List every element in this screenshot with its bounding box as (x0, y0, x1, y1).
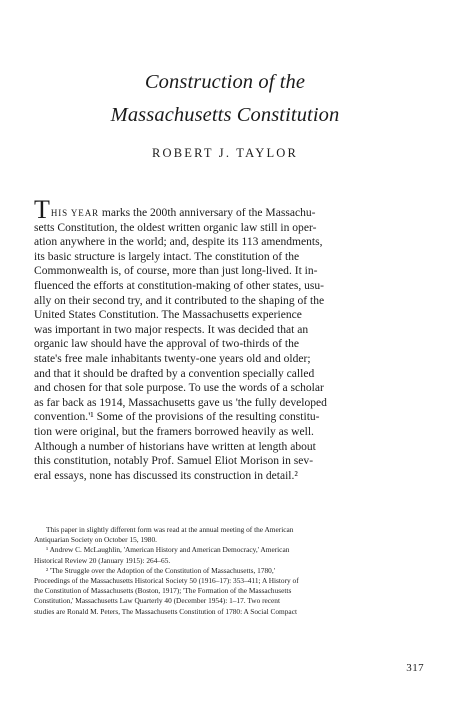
footnote-line: Constitution,' Massachusetts Law Quarterly 40 (December 1954): 1–17. Two recent (34, 596, 281, 606)
body-line: fluenced the efforts at constitution-making of other states, usu- (34, 279, 324, 292)
footnote-line: ² 'The Struggle over the Adoption of the Constitution of Massachusetts, 1780,' (46, 565, 276, 575)
page-number: 317 (406, 662, 424, 674)
footnote-line: ¹ Andrew C. McLaughlin, 'American History and American Democracy,' American (46, 545, 290, 555)
body-line: was important in two major respects. It was decided that an (34, 323, 309, 336)
body-line: United States Constitution. The Massachusetts experience (34, 309, 302, 322)
body-line: convention.'¹ Some of the provisions of the resulting constitu- (34, 411, 320, 424)
body-line (34, 195, 424, 224)
article-body (34, 195, 424, 483)
body-line: and that it should be drafted by a convention specially called (34, 367, 315, 380)
body-line: tion were original, but the framers borrowed heavily as well. (34, 425, 314, 438)
footnote-line: the Constitution of Massachusetts (Boston, 1917); 'The Formation of the Massachusetts (34, 586, 292, 596)
body-line: ation anywhere in the world; and, despite its 113 amendments, (34, 236, 323, 249)
body-line: state's free male inhabitants twenty-one years old and older; (34, 352, 311, 365)
footnotes (34, 525, 426, 617)
footnote-line: Proceedings of the Massachusetts Historical Society 50 (1916–17): 353–411; A History of (34, 576, 299, 586)
drop-cap: T (34, 195, 50, 224)
body-line: and chosen for that sole purpose. To use the words of a scholar (34, 382, 324, 395)
body-line: eral essays, none has discussed its construction in detail.² (34, 469, 298, 482)
article-title-line-1: Construction of the (144, 71, 306, 93)
article-author: ROBERT J. TAYLOR (151, 146, 299, 160)
body-line: Although a number of historians have written at length about (34, 440, 316, 453)
body-line: this constitution, notably Prof. Samuel Eliot Morison in sev- (34, 455, 314, 468)
body-line: setts Constitution, the oldest written organic law still in oper- (34, 221, 317, 234)
footnote-line: studies are Ronald M. Peters, The Massachusetts Constitution of 1780: A Social Compact (34, 606, 297, 616)
article-title-line-2: Massachusetts Constitution (110, 104, 340, 126)
lead-small-caps: HIS YEAR (50, 208, 100, 218)
body-line: organic law should have the approval of two-thirds of the (34, 338, 299, 351)
body-line: ally on their second try, and it contributed to the shaping of the (34, 294, 325, 307)
body-line: its basic structure is largely intact. The constitution of the (34, 250, 300, 263)
footnote-line: Historical Review 20 (January 1915): 264–65. (34, 555, 171, 565)
body-line: as far back as 1914, Massachusetts gave us 'the fully developed (34, 396, 327, 409)
footnote-line: This paper in slightly different form was read at the annual meeting of the American (46, 525, 294, 534)
body-line: Commonwealth is, of course, more than just long-lived. It in- (34, 265, 318, 278)
footnote-line: Antiquarian Society on October 15, 1980. (34, 535, 157, 545)
body-line-text: marks the 200th anniversary of the Massachu- (99, 207, 316, 219)
